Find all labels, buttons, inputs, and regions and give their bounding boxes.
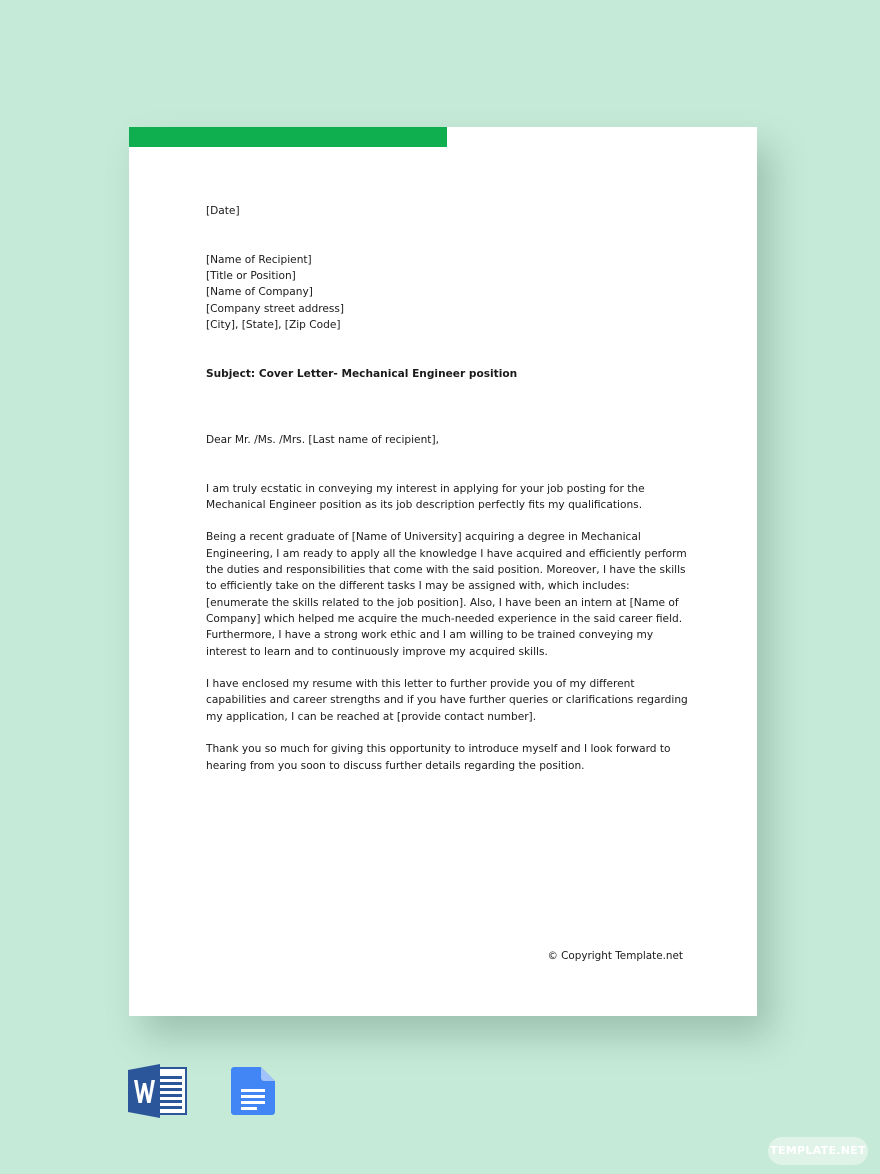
address-line: [Title or Position]: [206, 270, 296, 283]
brand-watermark: TEMPLATE.NET: [768, 1137, 868, 1165]
letter-date: [Date]: [206, 205, 240, 217]
copyright-notice: © Copyright Template.net: [547, 950, 683, 962]
letter-subject: Subject: Cover Letter- Mechanical Engineer position: [206, 368, 518, 381]
letter-salutation: Dear Mr. /Ms. /Mrs. [Last name of recipient],: [206, 433, 439, 446]
address-line: [Name of Company]: [206, 286, 313, 299]
letter-paragraph: Thank you so much for giving this opportunity to introduce myself and I look forward to hearing from you soon to discuss further details regarding the position.: [206, 743, 671, 772]
address-line: [City], [State], [Zip Code]: [206, 319, 341, 332]
document-page: [129, 127, 757, 1016]
letter-paragraph: I am truly ecstatic in conveying my interest in applying for your job posting for the Mechanical Engineer position as its job description perfectly fits my qualifications.: [206, 482, 645, 511]
letter-body: [206, 203, 688, 790]
letter-paragraph: I have enclosed my resume with this letter to further provide you of my different capabilities and career strengths and if you have further queries or clarifications regarding my application, I can be reached at [provide contact number].: [206, 678, 688, 723]
address-line: [Name of Recipient]: [206, 253, 312, 266]
google-docs-icon[interactable]: [231, 1067, 275, 1115]
recipient-address: [206, 252, 688, 333]
accent-bar: [129, 127, 447, 147]
letter-paragraph: Being a recent graduate of [Name of University] acquiring a degree in Mechanical Engineering, I am ready to apply all the knowledge I have acquired and efficiently perform the duties and responsibilities that come with the said position. Moreover, I have the skills to efficiently take on the different tasks I may be assigned with, which includes: [enumerate the skills related to the job position]. Also, I have been an intern at [Name of Company] which helped me acquire the much-needed experience in the said career field. Furthermore, I have a strong work ethic and I am willing to be trained conveying my interest to learn and to continuously improve my acquired skills.: [206, 531, 687, 658]
microsoft-word-icon[interactable]: [128, 1064, 188, 1118]
address-line: [Company street address]: [206, 302, 345, 315]
